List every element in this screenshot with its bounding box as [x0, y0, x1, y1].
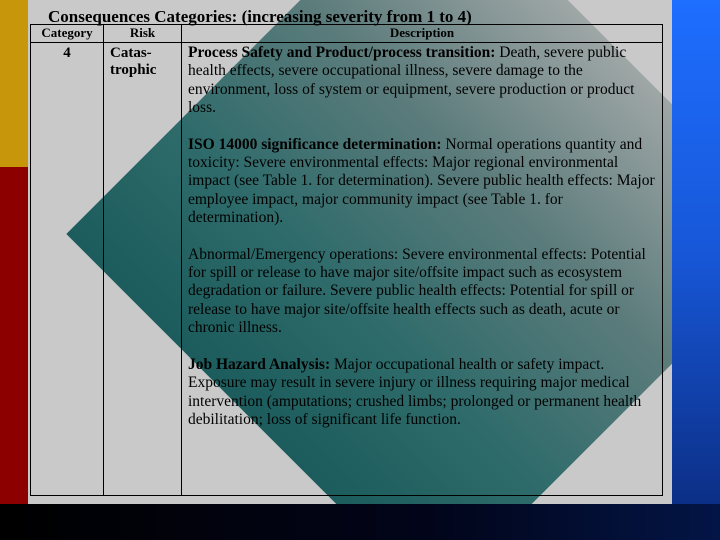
risk-line-2: trophic — [110, 62, 157, 78]
consequences-table — [30, 24, 663, 496]
description-paragraph-iso-14000 — [188, 136, 660, 228]
paragraph-body: Normal operations quantity and toxicity: Severe environmental effects: Major regional environmental impact (see Table 1. for determination). Severe public health effects: Major employee impact, major community impact (see Table 1. for determination). — [188, 135, 655, 227]
description-paragraph-job-hazard — [188, 356, 660, 430]
bottom-band — [0, 504, 720, 540]
accent-bar-gold — [0, 0, 28, 167]
accent-bar-red — [0, 167, 28, 504]
paragraph-lead: Process Safety and Product/process transition: — [188, 44, 496, 61]
table-row — [31, 43, 663, 496]
description-paragraph-abnormal-operations — [188, 246, 660, 338]
description-paragraph-process-safety — [188, 44, 660, 118]
accent-bar-blue — [672, 0, 720, 504]
paragraph-body: Major occupational health or safety impact. Exposure may result in severe injury or illness requiring major medical intervention (amputations; crushed limbs; prolonged or permanent health debilitation; loss of significant life function. — [188, 355, 642, 428]
column-header-description: Description — [182, 25, 663, 43]
column-header-risk: Risk — [104, 25, 182, 43]
slide-body — [28, 0, 672, 504]
category-cell: 4 — [31, 43, 104, 496]
description-cell — [182, 43, 663, 496]
slide-heading: Consequences Categories: (increasing severity from 1 to 4) — [48, 7, 472, 26]
paragraph-lead: Job Hazard Analysis: — [188, 355, 331, 373]
table-header-row — [31, 25, 663, 43]
risk-cell — [104, 43, 182, 496]
paragraph-body: Abnormal/Emergency operations: Severe environmental effects: Potential for spill or release to have major site/offsite impact such as ecosystem degradation or failure. Severe public health effects: Potential for spill or release to have major site/offsite health effects such as death, acute or chronic illness. — [188, 245, 646, 337]
paragraph-lead: ISO 14000 significance determination: — [188, 135, 442, 153]
risk-line-1: Catas- — [110, 45, 152, 61]
paragraph-body: Death, severe public health effects, severe occupational illness, severe damage to the environment, loss of system or equipment, severe production or product loss. — [188, 44, 635, 117]
column-header-category: Category — [31, 25, 104, 43]
